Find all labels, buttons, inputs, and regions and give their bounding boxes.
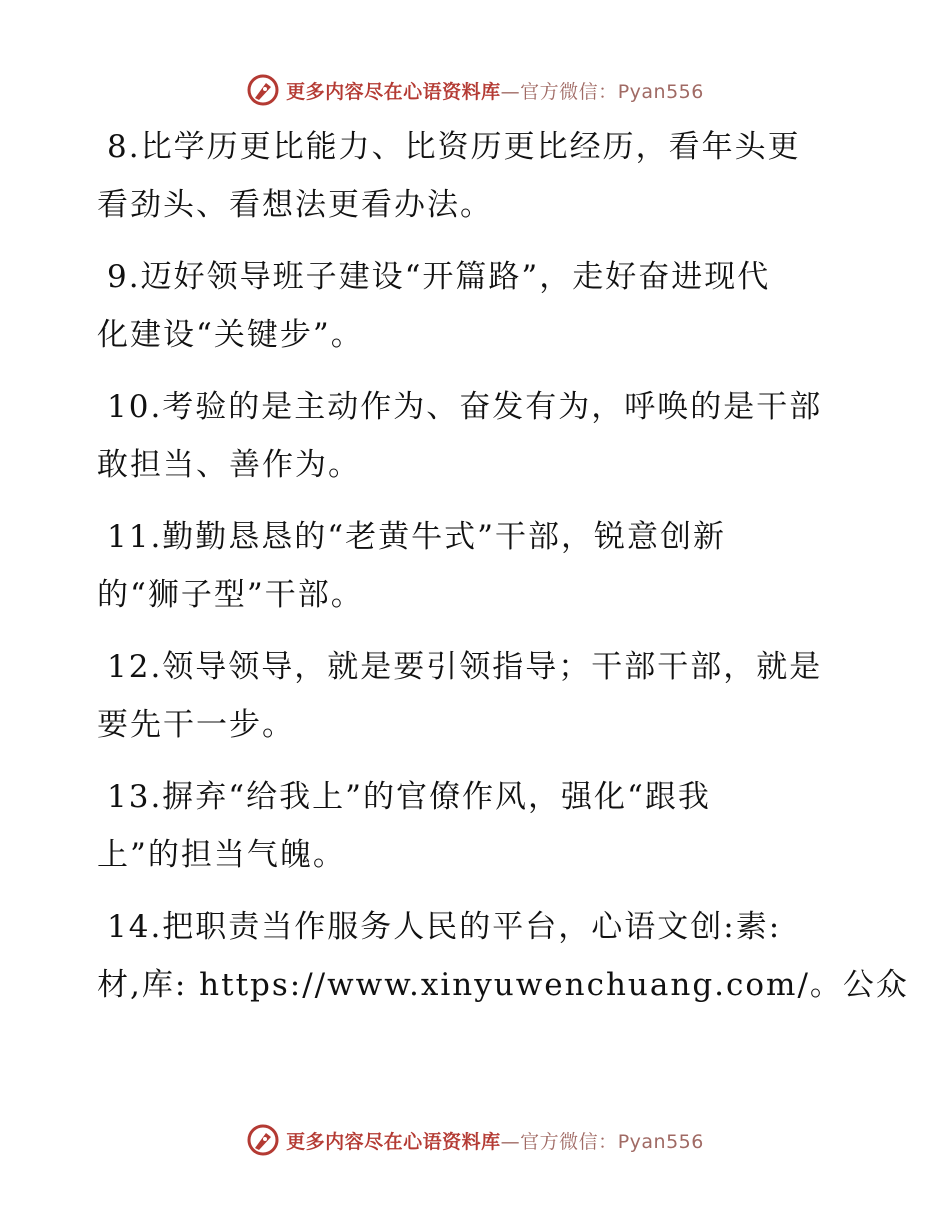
item-line: 8.比学历更比能力、比资历更比经历，看年头更	[107, 129, 801, 165]
item-line: 敢担当、善作为。	[97, 447, 361, 483]
banner-separator: —	[500, 1130, 521, 1153]
document-body	[97, 118, 909, 1028]
banner-separator: —	[500, 80, 521, 103]
item-line: 看劲头、看想法更看办法。	[97, 187, 493, 223]
item-line: 化建设“关键步”。	[97, 317, 364, 353]
item-line: 要先干一步。	[97, 707, 295, 743]
footer-watermark-banner	[0, 1120, 950, 1160]
banner-wechat-id: Pyan556	[617, 1130, 704, 1153]
item-line: 9.迈好领导班子建设“开篇路”，走好奋进现代	[107, 259, 771, 295]
list-item	[97, 898, 909, 1014]
item-line: 的“狮子型”干部。	[97, 577, 364, 613]
banner-site-text: 更多内容尽在心语资料库	[286, 80, 501, 103]
list-item	[97, 768, 857, 884]
list-item	[97, 638, 857, 754]
list-item	[97, 378, 857, 494]
banner-wechat-id: Pyan556	[617, 80, 704, 103]
item-line: 12.领导领导，就是要引领指导；干部干部，就是	[107, 649, 823, 685]
pen-nib-circle-icon	[246, 73, 280, 107]
item-line: 上”的担当气魄。	[97, 837, 346, 873]
banner-wechat-label: 官方微信：	[520, 80, 618, 103]
pen-nib-circle-icon	[246, 1123, 280, 1157]
list-item	[97, 118, 857, 234]
item-line: 10.考验的是主动作为、奋发有为，呼唤的是干部	[107, 389, 823, 425]
banner-site-text: 更多内容尽在心语资料库	[286, 1130, 501, 1153]
list-item	[97, 248, 857, 364]
item-line: 14.把职责当作服务人民的平台，心语文创:素:	[107, 909, 782, 945]
item-line: 13.摒弃“给我上”的官僚作风，强化“跟我	[107, 779, 711, 815]
list-item	[97, 508, 857, 624]
header-watermark-banner	[0, 70, 950, 110]
banner-wechat-label: 官方微信：	[520, 1130, 618, 1153]
item-line: 11.勤勤恳恳的“老黄牛式”干部，锐意创新	[107, 519, 726, 555]
item-line: 材,库: https://www.xinyuwenchuang.com/。公众	[97, 967, 909, 1003]
